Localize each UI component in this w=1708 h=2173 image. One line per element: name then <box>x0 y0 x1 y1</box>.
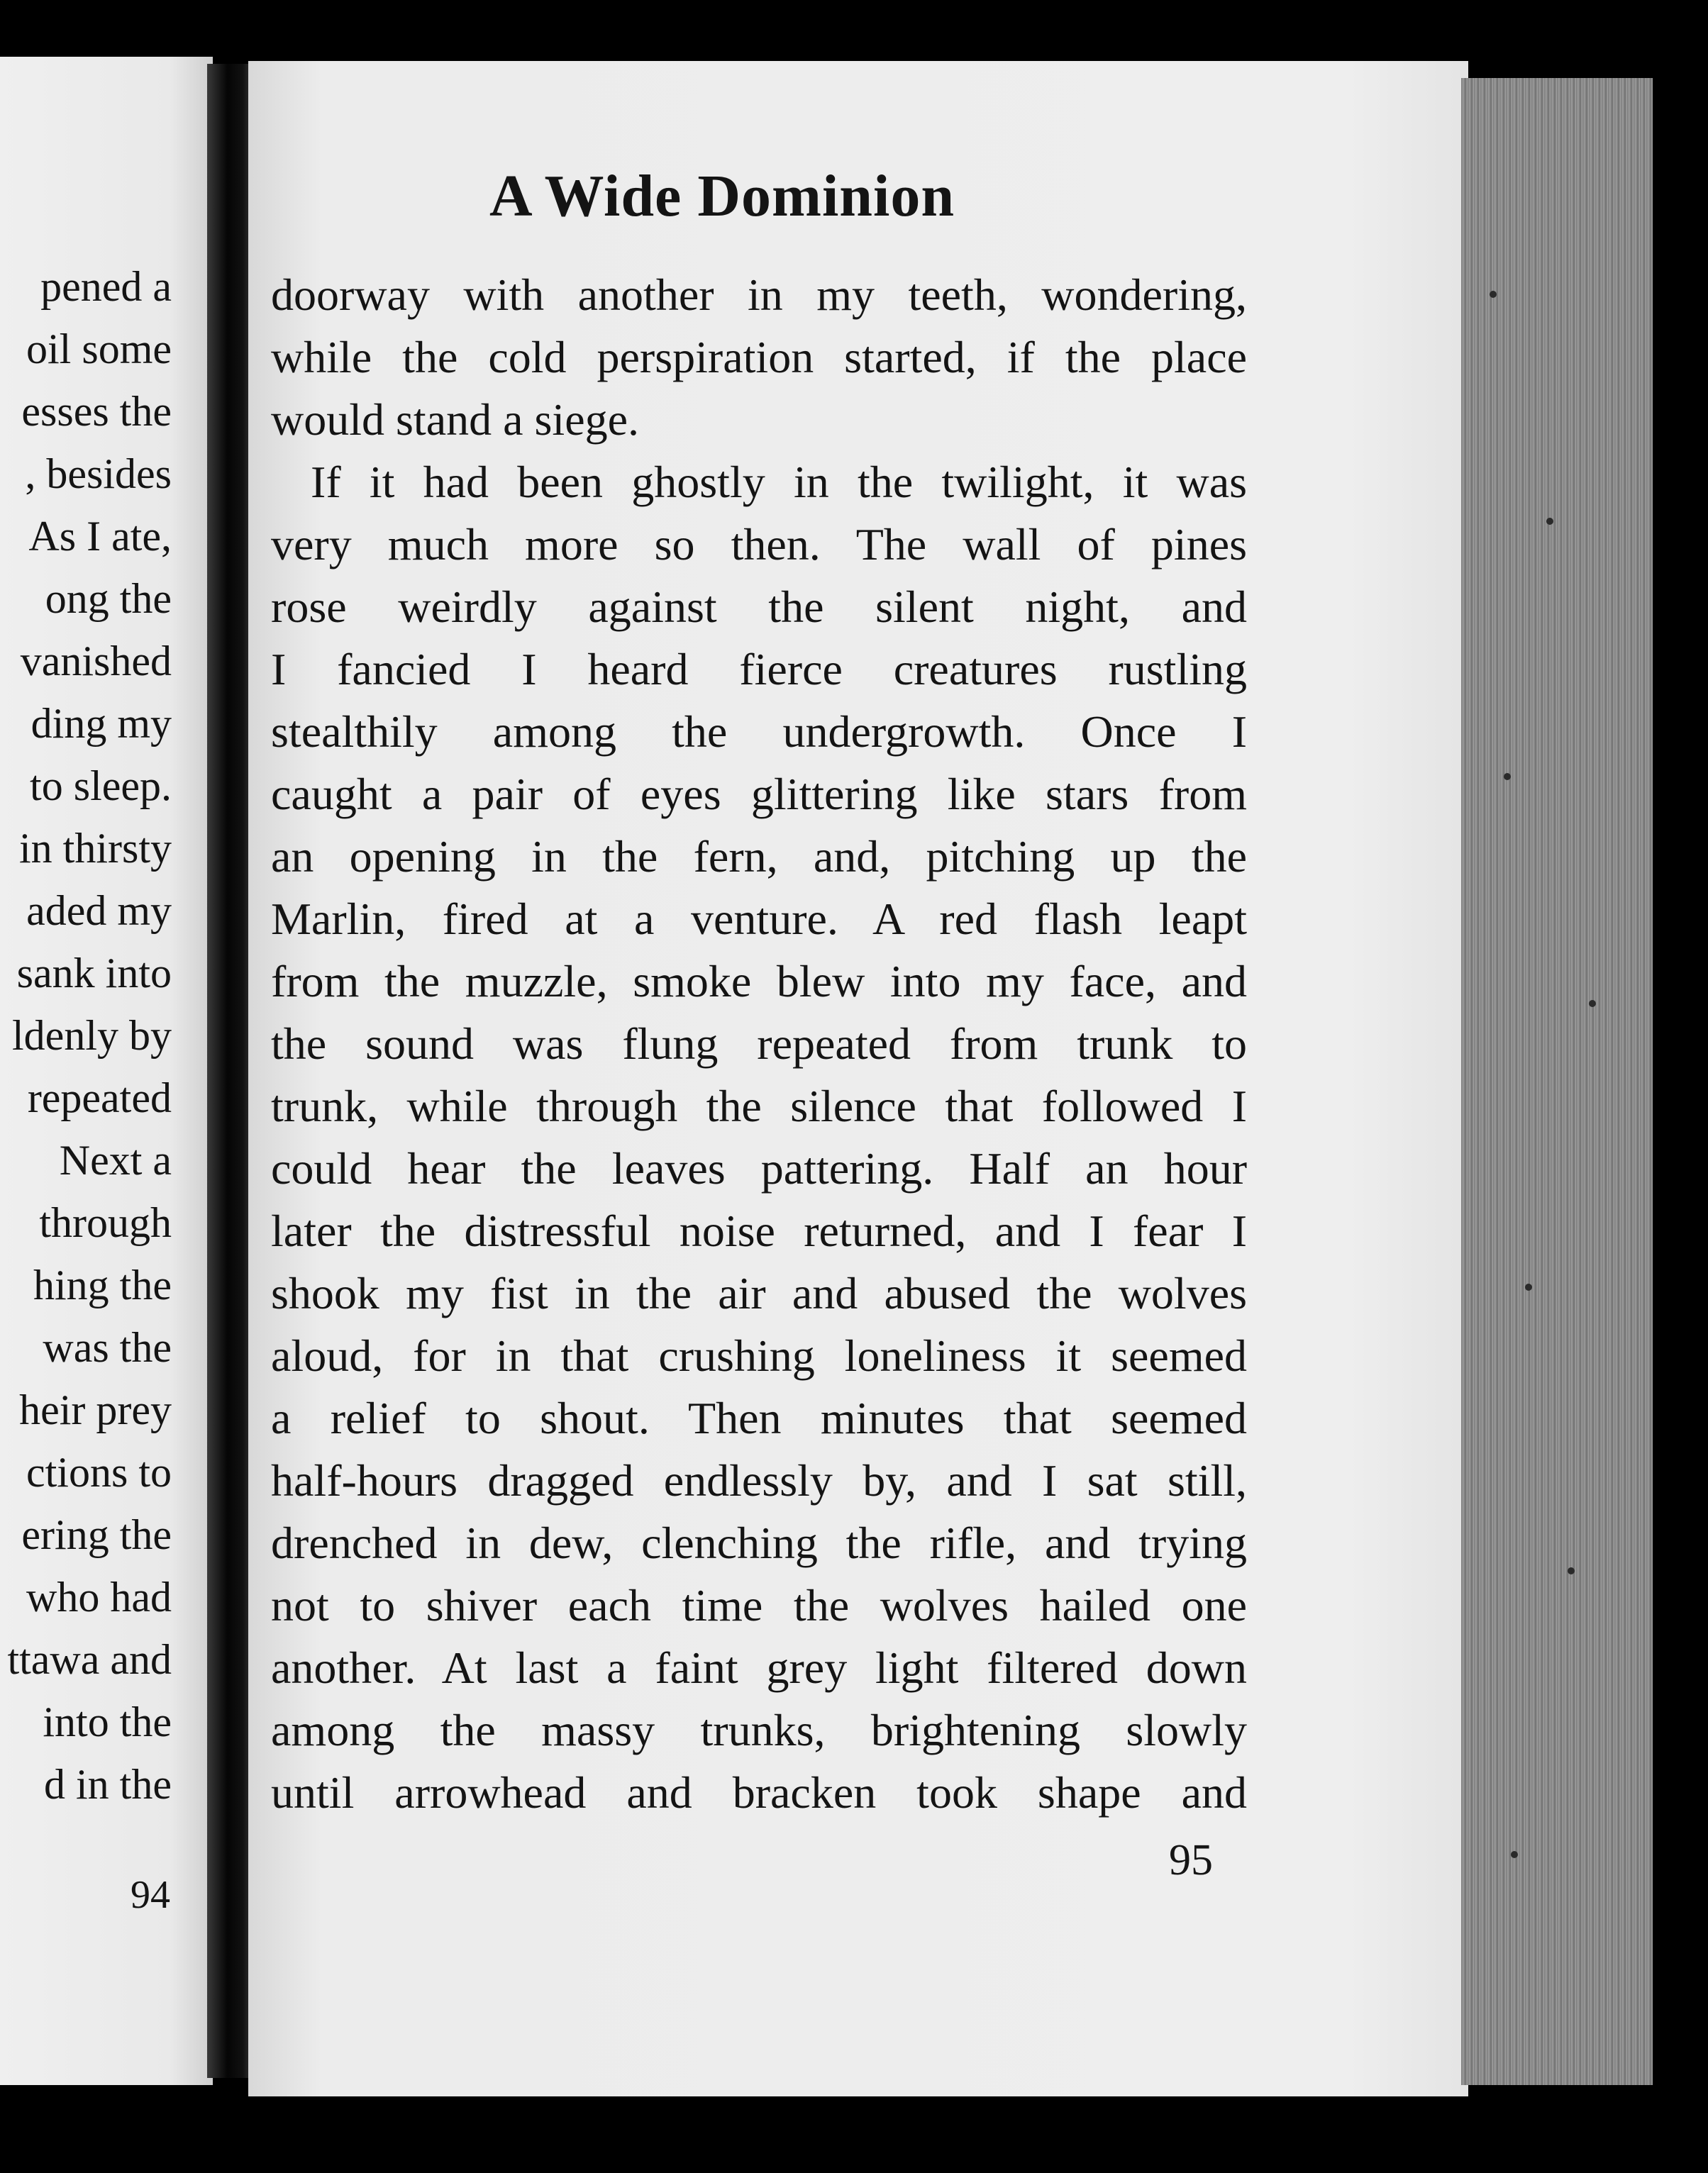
paper-speck <box>1525 1284 1532 1291</box>
left-page-text <box>0 255 172 1816</box>
left-page <box>0 57 213 2085</box>
text-line: caught a pair of eyes glittering like stars from <box>271 769 1247 819</box>
text-line: into the <box>43 1699 172 1745</box>
paper-speck <box>1490 291 1497 298</box>
page-fore-edge <box>1461 78 1660 2085</box>
text-line: until arrowhead and bracken took shape and <box>271 1767 1247 1818</box>
text-line: the sound was flung repeated from trunk to <box>271 1018 1247 1069</box>
text-line: in thirsty <box>18 825 172 872</box>
text-line: rose weirdly against the silent night, and <box>271 582 1247 632</box>
text-line: shook my fist in the air and abused the wolves <box>271 1268 1247 1318</box>
text-line: trunk, while through the silence that followed I <box>271 1081 1247 1131</box>
text-line: could hear the leaves pattering. Half an hour <box>271 1143 1247 1194</box>
text-line: while the cold perspiration started, if the place <box>271 332 1247 382</box>
text-line: Next a <box>59 1137 172 1184</box>
text-line: to sleep. <box>30 762 172 809</box>
text-line: through <box>39 1199 172 1246</box>
text-line: aloud, for in that crushing loneliness it seemed <box>271 1330 1247 1381</box>
text-line: ctions to <box>26 1449 172 1496</box>
text-line: I fancied I heard fierce creatures rustling <box>271 644 1247 694</box>
text-line: ering the <box>21 1511 172 1558</box>
text-line: doorway with another in my teeth, wondering, <box>271 269 1247 320</box>
text-line: later the distressful noise returned, and I fear I <box>271 1206 1247 1256</box>
text-line: an opening in the fern, and, pitching up the <box>271 831 1247 882</box>
text-line: esses the <box>21 388 172 435</box>
text-line: a relief to shout. Then minutes that seemed <box>271 1393 1247 1443</box>
text-line: from the muzzle, smoke blew into my face, and <box>271 956 1247 1006</box>
left-page-number: 94 <box>131 1873 170 1917</box>
text-line: oil some <box>26 326 172 372</box>
text-line: Marlin, fired at a venture. A red flash leapt <box>271 894 1247 944</box>
running-head: A Wide Dominion <box>489 163 955 229</box>
text-line: would stand a siege. <box>271 394 639 445</box>
text-line: half-hours dragged endlessly by, and I sat still, <box>271 1455 1247 1506</box>
paper-speck <box>1568 1567 1575 1574</box>
text-line: heir prey <box>19 1386 172 1433</box>
text-line: who had <box>26 1574 172 1621</box>
text-line: If it had been ghostly in the twilight, it was <box>311 457 1247 507</box>
right-page-text <box>271 264 1247 1824</box>
paper-speck <box>1546 518 1553 525</box>
scan-border <box>1653 0 1708 2173</box>
text-line: not to shiver each time the wolves hailed one <box>271 1580 1247 1630</box>
text-line: hing the <box>33 1262 172 1308</box>
text-line: drenched in dew, clenching the rifle, and trying <box>271 1518 1247 1568</box>
paper-speck <box>1511 1851 1518 1858</box>
text-line: ldenly by <box>12 1012 172 1059</box>
text-line: sank into <box>16 950 172 996</box>
text-line: d in the <box>44 1761 172 1808</box>
text-line: pened a <box>40 263 172 310</box>
text-line: ttawa and <box>7 1636 172 1683</box>
text-line: very much more so then. The wall of pines <box>271 519 1247 569</box>
text-line: , besides <box>25 450 172 497</box>
paper-speck <box>1504 773 1511 780</box>
text-line: stealthily among the undergrowth. Once I <box>271 706 1247 757</box>
right-page-number: 95 <box>1169 1836 1213 1884</box>
text-line: ding my <box>30 700 172 747</box>
text-line: aded my <box>26 887 172 934</box>
text-line: another. At last a faint grey light filtered down <box>271 1643 1247 1693</box>
paper-speck <box>1589 1000 1596 1007</box>
text-line: As I ate, <box>28 513 172 560</box>
text-line: repeated <box>27 1074 172 1121</box>
text-line: was the <box>43 1324 172 1371</box>
text-line: ong the <box>45 575 172 622</box>
text-line: among the massy trunks, brightening slowly <box>271 1705 1247 1755</box>
text-line: vanished <box>20 638 172 684</box>
